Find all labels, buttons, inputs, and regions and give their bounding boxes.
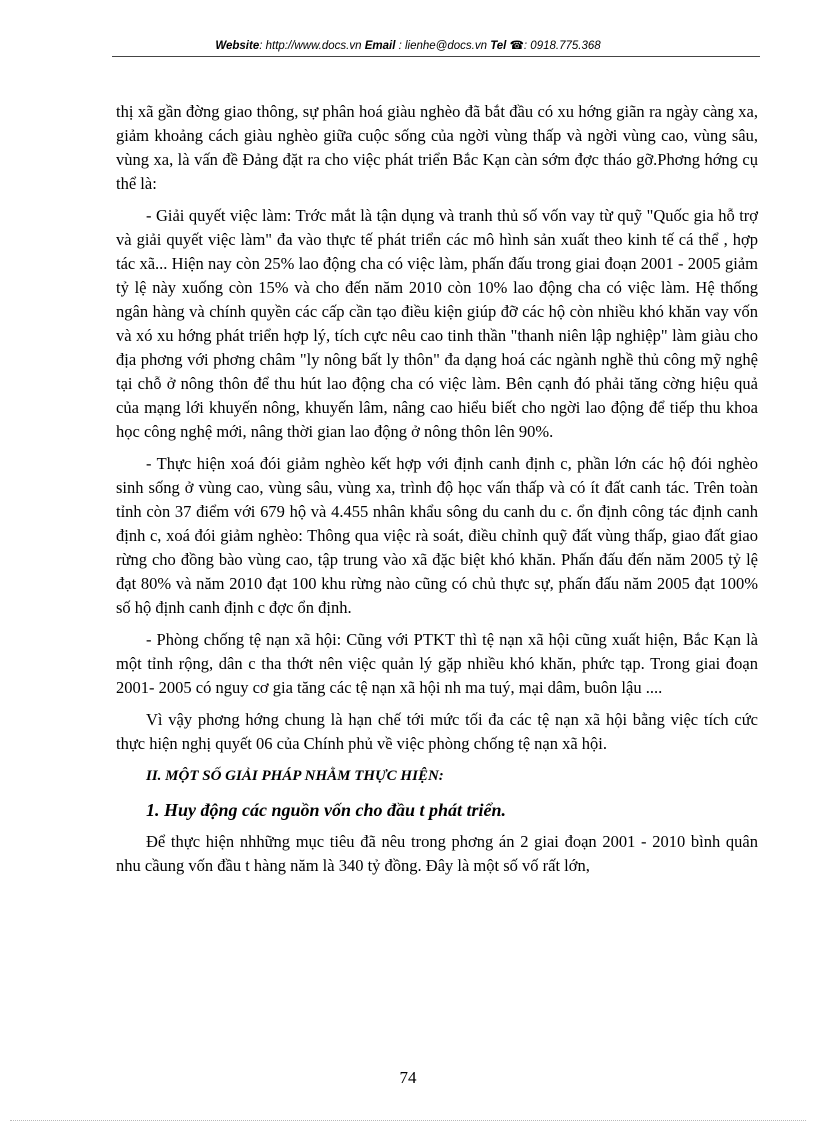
website-label: Website: [215, 40, 260, 52]
website-value: : http://www.docs.vn: [259, 40, 362, 52]
document-body: [116, 100, 758, 886]
email-label: Email: [364, 40, 396, 52]
paragraph-poverty-reduction: - Thực hiện xoá đói giảm nghèo kết hợp với định canh định c, phần lớn các hộ đói nghèo sinh sống ở vùng cao, vùng sâu, vùng xa, trình độ học vấn thấp và có ít đất canh tác. Trên toàn tỉnh còn 37 điểm với 679 hộ và 4.455 nhân khẩu sông du canh du c. ổn định công tác định canh định c, xoá đói giảm nghèo: Thông qua việc rà soát, điều chỉnh quỹ đất vùng thấp, giao đất giao rừng cho đồng bào vùng cao, tập trung vào xã đặc biệt khó khăn. Phấn đấu đến năm 2005 tỷ lệ đạt 80% và năm 2010 đạt 100 khu rừng nào cũng có chủ thực sự, phấn đấu năm 2005 đạt 100% số hộ định canh định c đợc ổn định.: [116, 454, 758, 617]
email-value: : lienhe@docs.vn: [398, 40, 487, 52]
footer-divider: [10, 1120, 806, 1121]
paragraph-general-direction: Vì vậy phơng hớng chung là hạn chế tới mức tối đa các tệ nạn xã hội bằng việc tích cức thực hiện nghị quyết 06 của Chính phủ về việc phòng chống tệ nạn xã hội.: [116, 710, 758, 753]
header-divider: [112, 56, 760, 57]
paragraph-intro: thị xã gần đờng giao thông, sự phân hoá giàu nghèo đã bắt đầu có xu hớng giãn ra ngày càng xa, giảm khoảng cách giàu nghèo giữa cuộc sống của ngời vùng thấp và ngời vùng cao, vùng sâu, vùng xa, là vấn đề Đảng đặt ra cho việc phát triển Bắc Kạn càn sớm đợc tháo gỡ.Phơng hớng cụ thể là:: [116, 102, 758, 193]
tel-value: : 0918.775.368: [523, 40, 601, 52]
tel-label: Tel ☎: [490, 40, 524, 52]
paragraph-employment: - Giải quyết việc làm: Trớc mắt là tận dụng và tranh thủ số vốn vay từ quỹ "Quốc gia hỗ trợ và giải quyết việc làm" đa vào thực tế phát triển các mô hình sản xuất theo kinh tế cá thể , hợp tác xã... Hiện nay còn 25% lao động cha có việc làm, phấn đấu trong giai đoạn 2001 - 2005 giảm tỷ lệ này xuống còn 15% và cho đến năm 2010 còn 10% lao động cha có việc làm. Hệ thống ngân hàng và chính quyền các cấp cần tạo điều kiện giúp đỡ các hộ còn nhiều khó khăn vay vốn và xó xu hớng phát triển hợp lý, tích cực nêu cao tinh thần "thanh niên lập nghiệp" làm giàu cho địa phơng với phơng châm "ly nông bất ly thôn" đa dạng hoá các ngành nghề thủ công mỹ nghệ tại chỗ ở nông thôn để thu hút lao động cha có việc làm. Bên cạnh đó phải tăng cờng hiệu quả của mạng lới khuyến nông, khuyến lâm, nâng cao hiểu biết cho ngời lao động để tiếp thu khoa học công nghệ mới, nâng thời gian lao động ở nông thôn lên 90%.: [116, 206, 758, 441]
page-number: 74: [399, 1068, 417, 1087]
paragraph-investment: Để thực hiện nhhững mục tiêu đã nêu trong phơng án 2 giai đoạn 2001 - 2010 bình quân nhu cầung vốn đầu t hàng năm là 340 tỷ đồng. Đây là một số vố rất lớn,: [116, 832, 758, 875]
subsection-heading: 1. Huy động các nguồn vốn cho đầu t phát triển.: [146, 800, 507, 820]
section-heading: II. MỘT SỐ GIẢI PHÁP NHẰM THỰC HIỆN:: [146, 768, 444, 784]
page-header: [0, 38, 816, 52]
paragraph-social-evils: - Phòng chống tệ nạn xã hội: Cũng với PTKT thì tệ nạn xã hội cũng xuất hiện, Bắc Kạn là một tỉnh rộng, dân c tha thớt nên việc quản lý gặp nhiều khó khăn, phức tạp. Trong giai đoạn 2001- 2005 có nguy cơ gia tăng các tệ nạn xã hội nh ma tuý, mại dâm, buôn lậu ....: [116, 630, 758, 697]
